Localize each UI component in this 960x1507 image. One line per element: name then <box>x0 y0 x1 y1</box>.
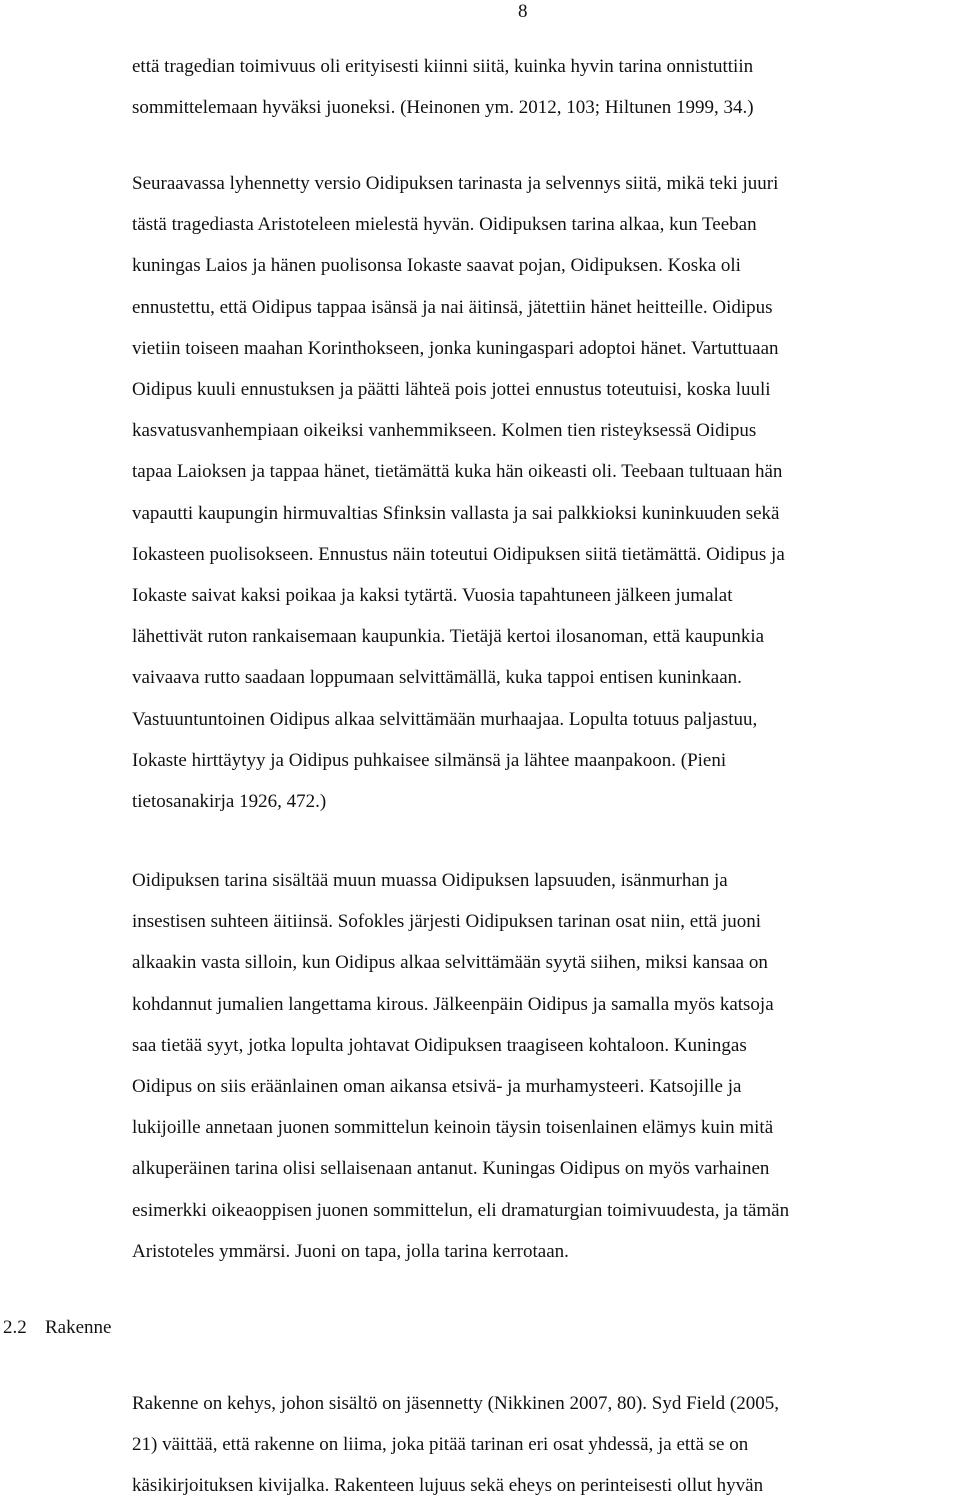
text-line: vietiin toiseen maahan Korinthokseen, jonka kuningaspari adoptoi hänet. Vartuttuaan <box>132 337 779 359</box>
text-line: ennustettu, että Oidipus tappaa isänsä ja nai äitinsä, jätettiin hänet heitteille. Oidipus <box>132 296 773 318</box>
text-line: lukijoille annetaan juonen sommittelun keinoin täysin toisenlainen elämys kuin mitä <box>132 1117 774 1139</box>
paragraph-oedipus-analysis <box>132 860 960 1272</box>
text-line: Seuraavassa lyhennetty versio Oidipuksen tarinasta ja selvennys siitä, mikä teki juuri <box>132 173 779 194</box>
paragraph-structure <box>132 1383 960 1507</box>
text-line: sommittelemaan hyväksi juoneksi. (Heinonen ym. 2012, 103; Hiltunen 1999, 34.) <box>132 97 754 119</box>
text-line: tapaa Laioksen ja tappaa hänet, tietämättä kuka hän oikeasti oli. Teebaan tultuaan hän <box>132 461 783 483</box>
text-line: alkaakin vasta silloin, kun Oidipus alkaa selvittämään syytä siihen, miksi kansaa on <box>132 952 768 974</box>
text-line: Iokasteen puolisokseen. Ennustus näin toteutui Oidipuksen siitä tietämättä. Oidipus ja <box>132 543 785 565</box>
text-line: käsikirjoituksen kivijalka. Rakenteen lujuus sekä eheys on perinteisesti ollut hyvän <box>132 1475 764 1497</box>
paragraph-intro-end <box>132 46 960 128</box>
text-line: Oidipus on siis eräänlainen oman aikansa etsivä- ja murhamysteeri. Katsojille ja <box>132 1076 742 1098</box>
text-line: insestisen suhteen äitiinsä. Sofokles järjesti Oidipuksen tarinan osat niin, että juoni <box>132 911 762 933</box>
text-line: vaivaava rutto saadaan loppumaan selvittämällä, kuka tappoi entisen kuninkaan. <box>132 667 742 689</box>
text-line: tietosanakirja 1926, 472.) <box>132 791 327 813</box>
text-line: saa tietää syyt, jotka lopulta johtavat Oidipuksen traagiseen kohtaloon. Kuningas <box>132 1034 747 1056</box>
text-line: alkuperäinen tarina olisi sellaisenaan antanut. Kuningas Oidipus on myös varhainen <box>132 1158 770 1180</box>
text-line: esimerkki oikeaoppisen juonen sommittelun, eli dramaturgian toimivuudesta, ja tämän <box>132 1199 790 1221</box>
text-line: 21) väittää, että rakenne on liima, joka pitää tarinan eri osat yhdessä, ja että se on <box>132 1434 749 1456</box>
section-number: 2.2 <box>3 1317 27 1338</box>
section-title: Rakenne <box>45 1317 112 1338</box>
text-line: Iokaste hirttäytyy ja Oidipus puhkaisee silmänsä ja lähtee maanpakoon. (Pieni <box>132 749 727 771</box>
section-heading <box>3 1312 111 1344</box>
text-line: lähettivät ruton rankaisemaan kaupunkia. Tietäjä kertoi ilosanoman, että kaupunkia <box>132 626 765 648</box>
text-line: kuningas Laios ja hänen puolisonsa Iokaste saavat pojan, Oidipuksen. Koska oli <box>132 255 741 277</box>
text-line: kasvatusvanhempiaan oikeiksi vanhemmikseen. Kolmen tien risteyksessä Oidipus <box>132 420 757 442</box>
text-line: Rakenne on kehys, johon sisältö on jäsennetty (Nikkinen 2007, 80). Syd Field (2005, <box>132 1393 779 1414</box>
text-line: Oidipus kuuli ennustuksen ja päätti lähteä pois jottei ennustus toteutuisi, koska luuli <box>132 379 771 401</box>
text-line: tästä tragediasta Aristoteleen mielestä hyvän. Oidipuksen tarina alkaa, kun Teeban <box>132 214 757 236</box>
text-line: Aristoteles ymmärsi. Juoni on tapa, jolla tarina kerrotaan. <box>132 1240 569 1262</box>
text-line: Iokaste saivat kaksi poikaa ja kaksi tytärtä. Vuosia tapahtuneen jälkeen jumalat <box>132 585 733 607</box>
text-line: kohdannut jumalien langettama kirous. Jälkeenpäin Oidipus ja samalla myös katsoja <box>132 993 774 1015</box>
text-line: että tragedian toimivuus oli erityisesti kiinni siitä, kuinka hyvin tarina onnistuttiin <box>132 56 754 77</box>
text-line: vapautti kaupungin hirmuvaltias Sfinksin vallasta ja sai palkkioksi kuninkuuden sekä <box>132 502 780 524</box>
text-line: Oidipuksen tarina sisältää muun muassa Oidipuksen lapsuuden, isänmurhan ja <box>132 870 728 891</box>
paragraph-oedipus-summary <box>132 163 960 822</box>
page-number: 8 <box>518 1 528 22</box>
text-line: Vastuuntuntoinen Oidipus alkaa selvittämään murhaajaa. Lopulta totuus paljastuu, <box>132 708 758 730</box>
